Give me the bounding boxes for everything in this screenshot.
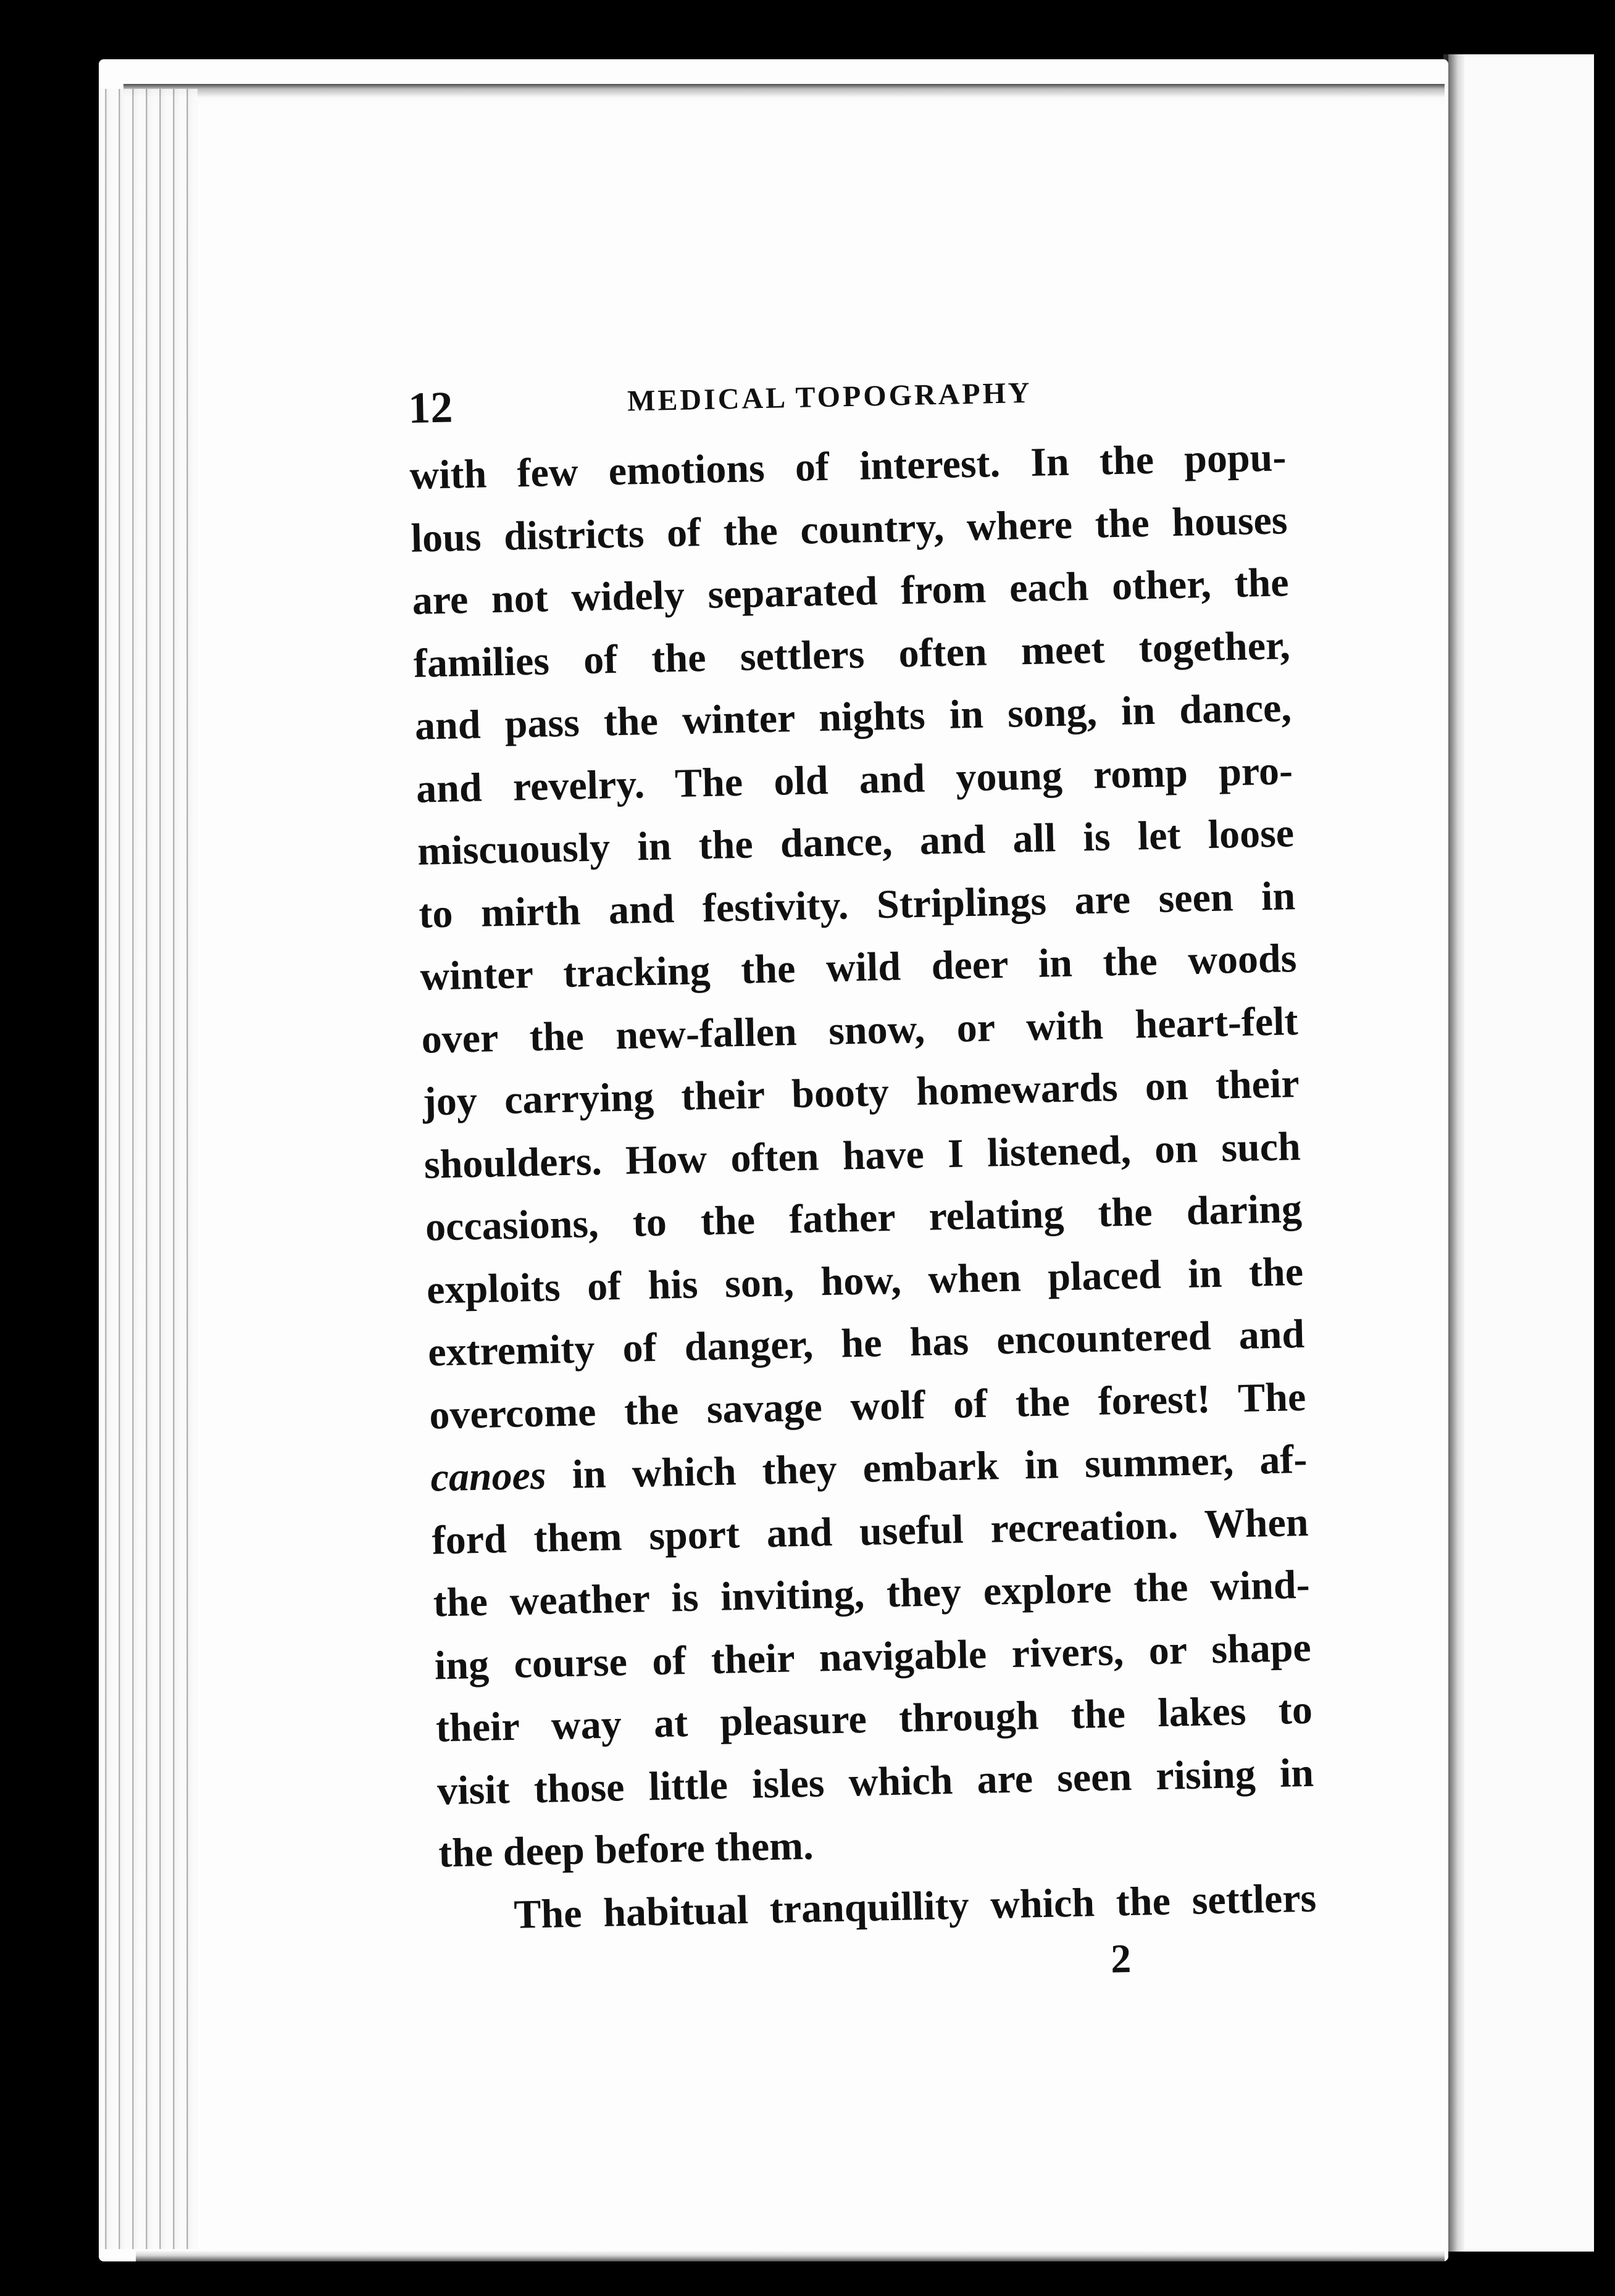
- page-leaf-edges: [99, 89, 198, 2249]
- text-line: with few emotions of interest. In the popu-: [409, 435, 1287, 498]
- text-line: miscuously in the dance, and all is let loose: [417, 810, 1295, 874]
- text-line: over the new-fallen snow, or with heart-felt: [420, 998, 1299, 1062]
- page-number: 12: [407, 382, 454, 433]
- text-line-paragraph-start: The habitual tranquillity which the settlers: [513, 1875, 1317, 1937]
- text-line: their way at pleasure through the lakes to: [435, 1687, 1313, 1751]
- text-line: overcome the savage wolf of the forest! The: [428, 1374, 1306, 1438]
- text-line: ford them sport and useful recreation. When: [431, 1499, 1309, 1563]
- text-block: [407, 352, 1319, 2067]
- gutter-shadow: [1448, 54, 1464, 2252]
- text-line-paragraph-end: the deep before them.: [438, 1823, 814, 1876]
- text-line: visit those little isles which are seen rising in: [436, 1750, 1314, 1813]
- page-top-edge: [123, 84, 1445, 106]
- text-line: joy carrying their booty homewards on their: [422, 1061, 1300, 1125]
- text-line: lous districts of the country, where the houses: [410, 497, 1288, 561]
- text-line: and revelry. The old and young romp pro-: [415, 747, 1293, 812]
- text-line: extremity of danger, he has encountered and: [427, 1311, 1305, 1375]
- text-line: to mirth and festivity. Striplings are seen in: [418, 873, 1296, 937]
- text-line: occasions, to the father relating the daring: [425, 1186, 1303, 1250]
- text-line: the weather is inviting, they explore the wind-: [433, 1562, 1311, 1626]
- page-bottom-edge: [136, 2250, 1445, 2261]
- text-line: shoulders. How often have I listened, on such: [424, 1123, 1301, 1188]
- text-line: families of the settlers often meet together,: [413, 622, 1291, 686]
- text-line: and pass the winter nights in song, in dance,: [414, 685, 1292, 749]
- text-line: winter tracking the wild deer in the woods: [419, 936, 1298, 999]
- running-title: MEDICAL TOPOGRAPHY: [627, 376, 1033, 418]
- text-line: ing course of their navigable rivers, or shape: [434, 1624, 1312, 1689]
- text-line: are not widely separated from each other, the: [412, 560, 1290, 623]
- text-line: exploits of his son, how, when placed in the: [426, 1249, 1304, 1313]
- signature-mark: 2: [1110, 1936, 1132, 1982]
- text-line: canoes in which they embark in summer, af-: [430, 1436, 1308, 1500]
- facing-page-edge: [1443, 54, 1594, 2252]
- italic-word: canoes: [430, 1452, 547, 1500]
